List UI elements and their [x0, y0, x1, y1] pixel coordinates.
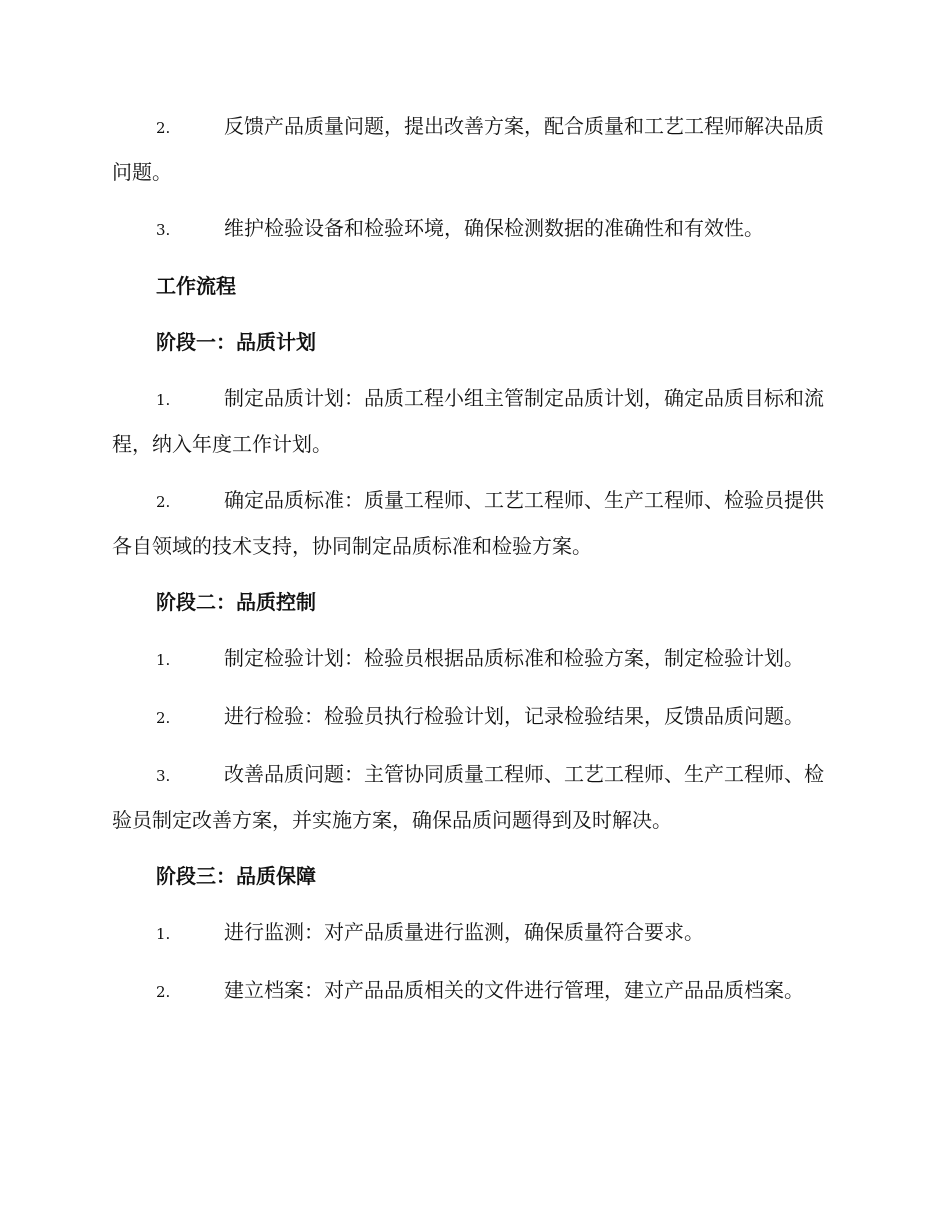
list-text: 反馈产品质量问题，提出改善方案，配合质量和工艺工程师解决品质问题。	[112, 114, 824, 184]
list-text: 制定品质计划：品质工程小组主管制定品质计划，确定品质目标和流程，纳入年度工作计划。	[112, 386, 824, 456]
list-number: 2.	[156, 493, 171, 511]
stage-heading: 阶段一：品质计划	[156, 330, 316, 354]
list-number: 3.	[156, 221, 171, 239]
list-item	[112, 206, 838, 252]
list-text: 建立档案：对产品品质相关的文件进行管理，建立产品品质档案。	[224, 978, 804, 1002]
document-body	[112, 104, 838, 1026]
list-number: 2.	[156, 119, 171, 137]
list-number: 1.	[156, 391, 171, 409]
list-item	[112, 910, 838, 956]
stage-heading: 阶段三：品质保障	[156, 864, 316, 888]
list-number: 1.	[156, 651, 171, 669]
list-text: 确定品质标准：质量工程师、工艺工程师、生产工程师、检验员提供各自领域的技术支持，协同制定品质标准和检验方案。	[112, 488, 824, 558]
list-item	[112, 694, 838, 740]
list-text: 进行检验：检验员执行检验计划，记录检验结果，反馈品质问题。	[224, 704, 804, 728]
list-number: 2.	[156, 709, 171, 727]
stage-heading: 阶段二：品质控制	[156, 590, 316, 614]
list-item	[112, 968, 838, 1014]
section-heading: 工作流程	[156, 274, 236, 298]
list-item	[112, 376, 838, 466]
list-text: 改善品质问题：主管协同质量工程师、工艺工程师、生产工程师、检验员制定改善方案，并实施方案，确保品质问题得到及时解决。	[112, 762, 824, 832]
list-number: 1.	[156, 925, 171, 943]
list-text: 制定检验计划：检验员根据品质标准和检验方案，制定检验计划。	[224, 646, 804, 670]
list-item	[112, 752, 838, 842]
list-item	[112, 478, 838, 568]
list-text: 进行监测：对产品质量进行监测，确保质量符合要求。	[224, 920, 704, 944]
list-number: 2.	[156, 983, 171, 1001]
list-number: 3.	[156, 767, 171, 785]
list-text: 维护检验设备和检验环境，确保检测数据的准确性和有效性。	[224, 216, 764, 240]
list-item	[112, 104, 838, 194]
list-item	[112, 636, 838, 682]
